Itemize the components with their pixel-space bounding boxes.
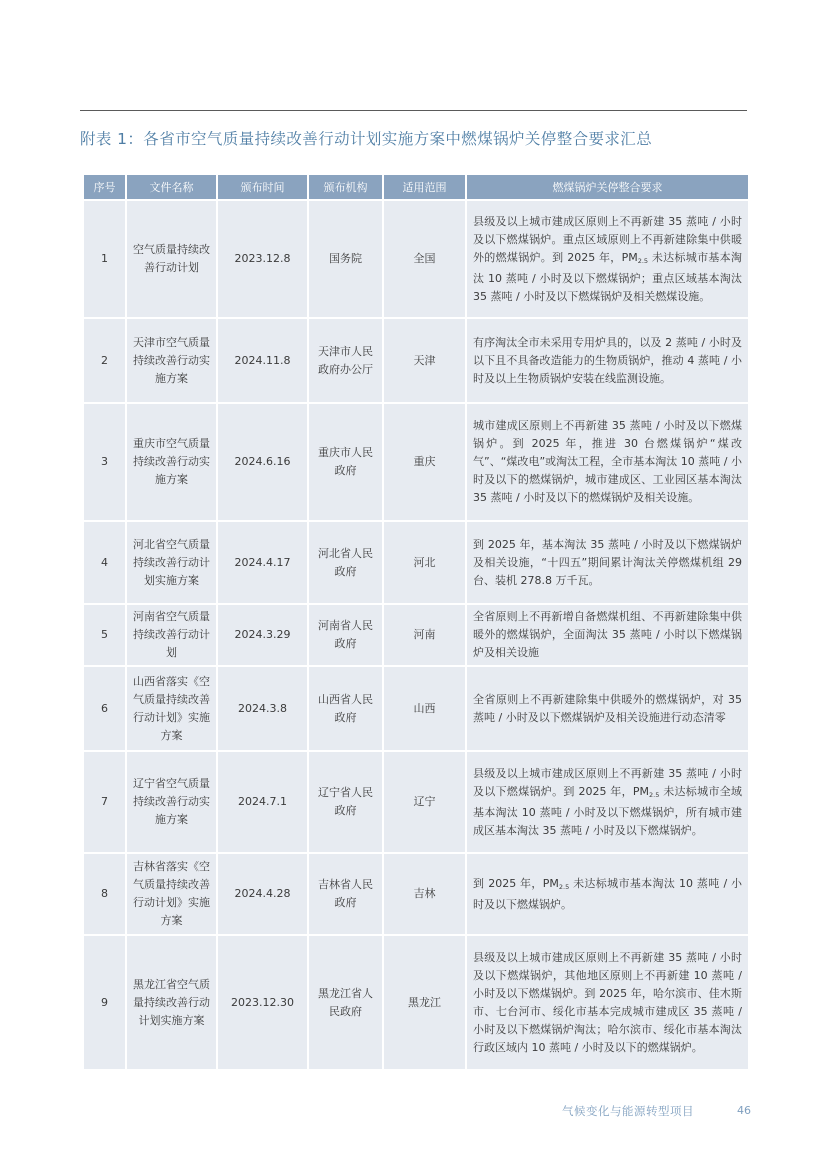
row-number-text: 7 [101,795,108,808]
table-row [84,319,748,402]
row-file-name-text: 天津市空气质量持续改善行动实施方案 [133,335,210,385]
row-date [218,605,307,665]
row-requirement-text: 有序淘汰全市未采用专用炉具的，以及 2 蒸吨 / 小时及以下且不具备改造能力的生物质锅炉，推动 4 蒸吨 / 小时及以上生物质锅炉安装在线监测设施。 [473,335,742,385]
row-date-text: 2023.12.8 [234,252,291,265]
row-agency [309,201,382,317]
row-requirement [467,936,748,1069]
row-date [218,936,307,1069]
row-number [84,319,125,402]
row-date [218,201,307,317]
row-agency [309,319,382,402]
top-rule [80,110,747,111]
row-scope-text: 吉林 [413,887,436,900]
page-number: 46 [737,1104,751,1117]
row-file-name-text: 空气质量持续改善行动计划 [133,243,210,274]
row-file-name-text: 辽宁省空气质量持续改善行动实施方案 [133,777,210,826]
row-agency-text: 河南省人民政府 [318,619,373,650]
row-number [84,404,125,520]
row-requirement-text: 到 2025 年，$PM_{2.5}$ 未达标城市基本淘汰 10 蒸吨 / 小时及以下燃煤锅炉。 [473,876,742,911]
header-file: 文件名称 [127,175,216,199]
row-scope-text: 重庆 [413,455,436,468]
row-file-name [127,854,216,934]
table-row [84,605,748,665]
row-requirement [467,667,748,750]
row-scope-text: 黑龙江 [408,995,441,1009]
row-date-text: 2024.6.16 [234,455,291,468]
row-scope [384,605,465,665]
row-agency-text: 河北省人民政府 [318,546,373,578]
row-requirement [467,404,748,520]
row-number-text: 3 [101,455,108,468]
row-file-name [127,522,216,603]
row-requirement [467,752,748,852]
row-scope [384,319,465,402]
row-requirement [467,854,748,934]
row-date-text: 2024.3.8 [238,701,287,715]
row-date [218,319,307,402]
boiler-requirements-table [82,173,750,1071]
row-agency [309,404,382,520]
table-header-row [84,175,748,199]
row-scope-text: 河北 [413,555,436,569]
table-row [84,667,748,750]
header-agency: 颁布机构 [309,175,382,199]
page-title: 附表 1：各省市空气质量持续改善行动计划实施方案中燃煤锅炉关停整合要求汇总 [80,130,653,148]
table-row [84,936,748,1069]
row-file-name-text: 吉林省落实《空气质量持续改善行动计划》实施方案 [133,860,210,927]
row-requirement-text: 县级及以上城市建成区原则上不再新建 35 蒸吨 / 小时及以下燃煤锅炉。重点区域原则上不再新建除集中供暖外的燃煤锅炉。到 2025 年，$PM_{2.5}$ 未达标城市基本淘汰 10 蒸吨 / 小时及以下燃煤锅炉；重点区域基本淘汰 35 蒸吨 / 小时及以下燃煤锅炉及相关燃煤设施。 [473,214,742,303]
row-agency [309,667,382,750]
row-file-name [127,936,216,1069]
row-scope [384,752,465,852]
row-agency [309,752,382,852]
row-requirement-text: 全省原则上不再新增自备燃煤机组、不再新建除集中供暖外的燃煤锅炉，全面淘汰 35 蒸吨 / 小时以下燃煤锅炉及相关设施 [473,610,742,659]
header-date: 颁布时间 [218,175,307,199]
row-date [218,404,307,520]
row-file-name-text: 河北省空气质量持续改善行动计划实施方案 [133,537,210,587]
row-file-name-text: 重庆市空气质量持续改善行动实施方案 [133,437,210,486]
row-scope [384,404,465,520]
subscript: 2.5 [558,882,570,891]
row-file-name-text: 河南省空气质量持续改善行动计划 [133,610,210,659]
table-row [84,404,748,520]
row-number-text: 8 [101,887,108,900]
row-requirement [467,522,748,603]
row-date-text: 2024.11.8 [234,353,291,367]
row-file-name-text: 山西省落实《空气质量持续改善行动计划》实施方案 [133,674,210,742]
subscript: 2.5 [637,256,649,265]
row-date-text: 2024.3.29 [234,628,291,641]
row-number [84,854,125,934]
footer-project-label: 气候变化与能源转型项目 [562,1104,694,1118]
row-agency [309,936,382,1069]
row-number [84,605,125,665]
row-agency [309,522,382,603]
row-requirement-text: 全省原则上不再新建除集中供暖外的燃煤锅炉，对 35 蒸吨 / 小时及以下燃煤锅炉及相关设施进行动态清零 [473,692,742,724]
row-agency-text: 天津市人民政府办公厅 [318,344,373,376]
row-date-text: 2024.4.28 [234,887,291,900]
row-date [218,667,307,750]
row-number-text: 1 [101,252,108,265]
row-requirement [467,319,748,402]
table-row [84,522,748,603]
row-date [218,522,307,603]
row-number [84,667,125,750]
row-scope [384,854,465,934]
header-scope: 适用范围 [384,175,465,199]
row-scope-text: 山西 [413,701,436,715]
row-file-name-text: 黑龙江省空气质量持续改善行动计划实施方案 [133,977,210,1027]
row-scope [384,201,465,317]
table-row [84,752,748,852]
row-file-name [127,319,216,402]
row-requirement-text: 县级及以上城市建成区原则上不再新建 35 蒸吨 / 小时及以下燃煤锅炉，其他地区原则上不再新建 10 蒸吨 / 小时及以下燃煤锅炉。到 2025 年，哈尔滨市、佳木斯市、七台河市、绥化市基本完成城市建成区 35 蒸吨 / 小时及以下燃煤锅炉淘汰；哈尔滨市、绥化市基本淘汰行政区域内 10 蒸吨 / 小时及以下的燃煤锅炉。 [473,950,742,1054]
row-agency-text: 吉林省人民政府 [318,878,373,909]
row-scope-text: 全国 [413,252,436,265]
row-date [218,752,307,852]
table-row [84,201,748,317]
row-agency [309,605,382,665]
row-agency-text: 山西省人民政府 [318,692,373,724]
row-file-name [127,752,216,852]
row-agency [309,854,382,934]
row-scope [384,667,465,750]
row-requirement-text: 城市建成区原则上不再新建 35 蒸吨 / 小时及以下燃煤锅炉。到 2025 年，推进 30 台燃煤锅炉“煤改气”、“煤改电”或淘汰工程，全市基本淘汰 10 蒸吨 / 小时及以下的燃煤锅炉，城市建成区、工业园区基本淘汰 35 蒸吨 / 小时及以下的燃煤锅炉及相关设施。 [473,419,742,504]
row-number [84,201,125,317]
row-number-text: 2 [101,353,108,367]
row-number-text: 4 [101,555,108,569]
row-agency-text: 重庆市人民政府 [318,446,373,477]
row-file-name [127,605,216,665]
row-requirement [467,201,748,317]
row-scope-text: 河南 [413,628,436,641]
row-date-text: 2024.7.1 [238,795,287,808]
row-date-text: 2024.4.17 [234,555,291,569]
header-requirement: 燃煤锅炉关停整合要求 [467,175,748,199]
row-scope [384,936,465,1069]
row-scope-text: 辽宁 [413,795,436,808]
row-requirement [467,605,748,665]
row-requirement-text: 到 2025 年，基本淘汰 35 蒸吨 / 小时及以下燃煤锅炉及相关设施，“十四五”期间累计淘汰关停燃煤机组 29 台、装机 278.8 万千瓦。 [473,537,742,587]
row-scope [384,522,465,603]
row-number-text: 6 [101,701,108,715]
row-file-name [127,201,216,317]
row-requirement-text: 县级及以上城市建成区原则上不再新建 35 蒸吨 / 小时及以下燃煤锅炉。到 2025 年，$PM_{2.5}$ 未达标城市全域基本淘汰 10 蒸吨 / 小时及以下燃煤锅炉，所有城市建成区基本淘汰 35 蒸吨 / 小时及以下燃煤锅炉。 [473,766,742,837]
row-number [84,936,125,1069]
row-number [84,522,125,603]
row-agency-text: 辽宁省人民政府 [318,786,373,817]
header-no: 序号 [84,175,125,199]
row-date [218,854,307,934]
row-number-text: 5 [101,628,108,641]
row-agency-text: 黑龙江省人民政府 [318,986,373,1018]
row-file-name [127,667,216,750]
row-number-text: 9 [101,995,108,1009]
row-agency-text: 国务院 [329,252,362,265]
row-date-text: 2023.12.30 [231,995,294,1009]
table-row [84,854,748,934]
row-scope-text: 天津 [413,353,436,367]
row-number [84,752,125,852]
subscript: 2.5 [649,790,660,799]
row-file-name [127,404,216,520]
